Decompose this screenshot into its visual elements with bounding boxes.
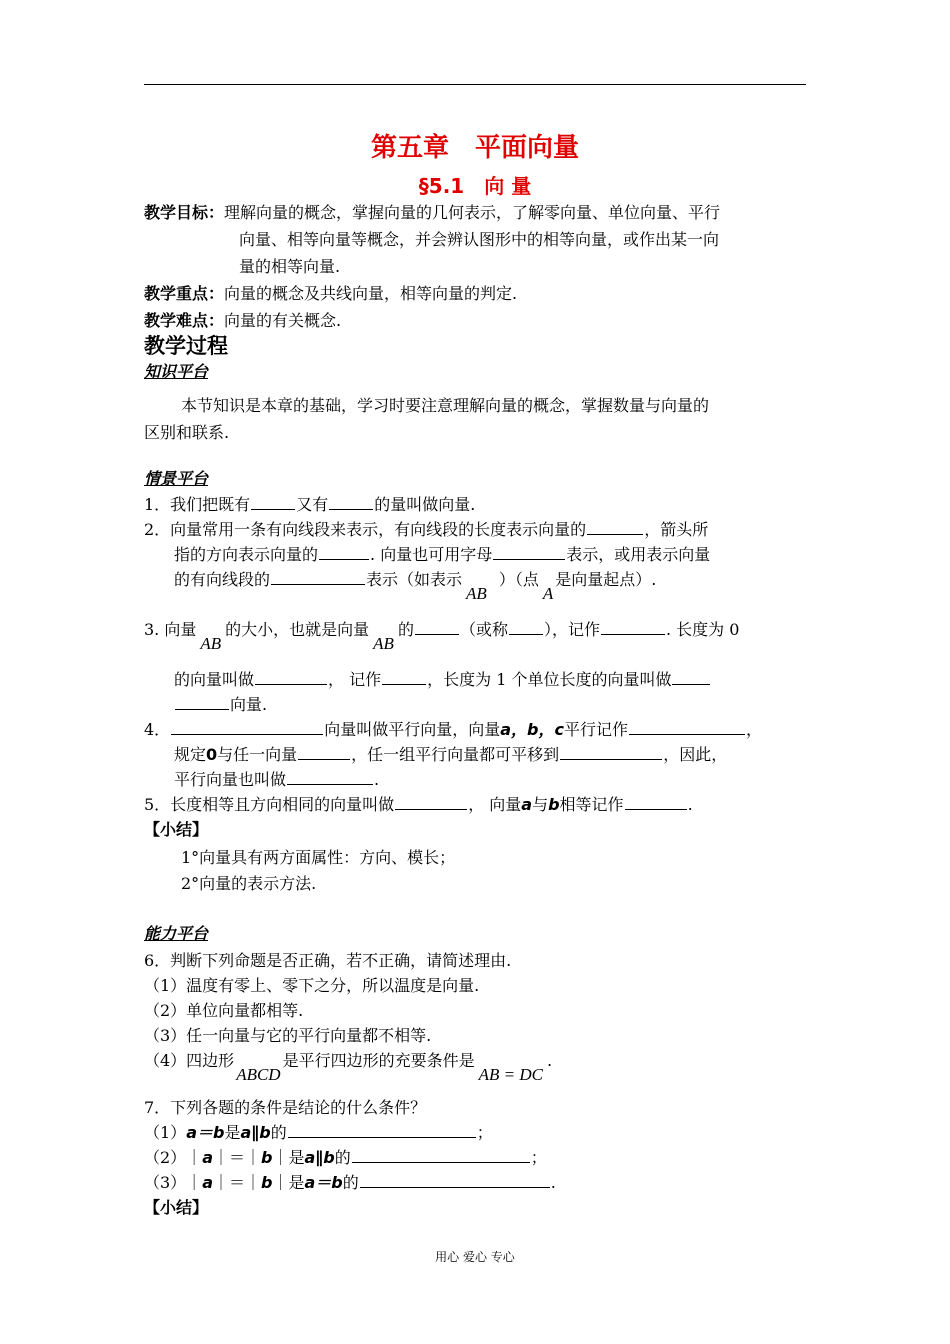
question-6-item-2: （2）单位向量都相等. [144,1001,304,1020]
question-7-item-3: （3）｜a｜＝｜b｜是a＝b的 . [144,1173,556,1192]
page-footer: 用心 爱心 专心 [435,1250,515,1264]
question-1: 1．我们把既有 又有 的量叫做向量. [144,495,476,514]
objectives-line2: 向量、相等向量等概念，并会辨认图形中的相等向量，或作出某一向 [239,230,720,249]
knowledge-para-line1: 本节知识是本章的基础，学习时要注意理解向量的概念，掌握数量与向量的 [181,396,710,415]
question-3-line1: 3. 向量AB的大小，也就是向量AB的 （或称 ），记作 . 长度为 0 [144,620,740,653]
summary-item-2: 2°向量的表示方法. [181,874,317,893]
objectives-line1: 教学目标：理解向量的概念，掌握向量的几何表示，了解零向量、单位向量、平行 [144,203,721,222]
question-4-line1: 4． 向量叫做平行向量，向量a，b，c平行记作 ， [144,720,762,739]
summary-item-1: 1°向量具有两方面属性：方向、模长； [181,848,456,867]
question-7-item-2: （2）｜a｜＝｜b｜是a∥b的 ； [144,1148,547,1167]
header-rule [144,84,806,85]
question-4-line2: 规定0与任一向量 ，任一组平行向量都可平移到 ，因此， [174,745,728,764]
question-4-line3: 平行向量也叫做 . [174,770,380,789]
question-2-line3: 的有向线段的 表示（如表示AB）（点A是向量起点）. [174,570,657,603]
question-2-line1: 2．向量常用一条有向线段来表示，有向线段的长度表示向量的 ，箭头所 [144,520,709,539]
difficulty-line: 教学难点：向量的有关概念. [144,311,342,330]
question-6: 6．判断下列命题是否正确，若不正确，请简述理由. [144,951,512,970]
scene-heading: 情景平台 [144,469,209,488]
question-6-item-3: （3）任一向量与它的平行向量都不相等. [144,1026,432,1045]
summary-label: 【小结】 [144,820,209,839]
question-7: 7．下列各题的条件是结论的什么条件？ [144,1098,427,1117]
process-heading: 教学过程 [144,334,228,358]
question-3-line3: 向量. [174,695,267,714]
knowledge-heading: 知识平台 [144,362,209,381]
question-5: 5．长度相等且方向相同的向量叫做 ， 向量a与b相等记作 . [144,795,693,814]
knowledge-para-line2: 区别和联系. [144,423,230,442]
section-title: §5.1 向 量 [418,174,532,198]
focus-line: 教学重点：向量的概念及共线向量，相等向量的判定. [144,284,518,303]
question-2-line2: 指的方向表示向量的 . 向量也可用字母 表示，或用表示向量 [174,545,711,564]
question-6-item-1: （1）温度有零上、零下之分，所以温度是向量. [144,976,480,995]
question-3-line2: 的向量叫做 ， 记作 ，长度为 1 个单位长度的向量叫做 [174,670,711,689]
question-6-item-4: （4）四边形ABCD是平行四边形的充要条件是AB = DC. [144,1051,553,1084]
summary2-label: 【小结】 [144,1198,209,1217]
objectives-line3: 量的相等向量. [239,257,341,276]
ability-heading: 能力平台 [144,924,209,943]
question-7-item-1: （1）a＝b是a∥b的 ； [144,1123,493,1142]
chapter-title: 第五章 平面向量 [370,133,579,163]
